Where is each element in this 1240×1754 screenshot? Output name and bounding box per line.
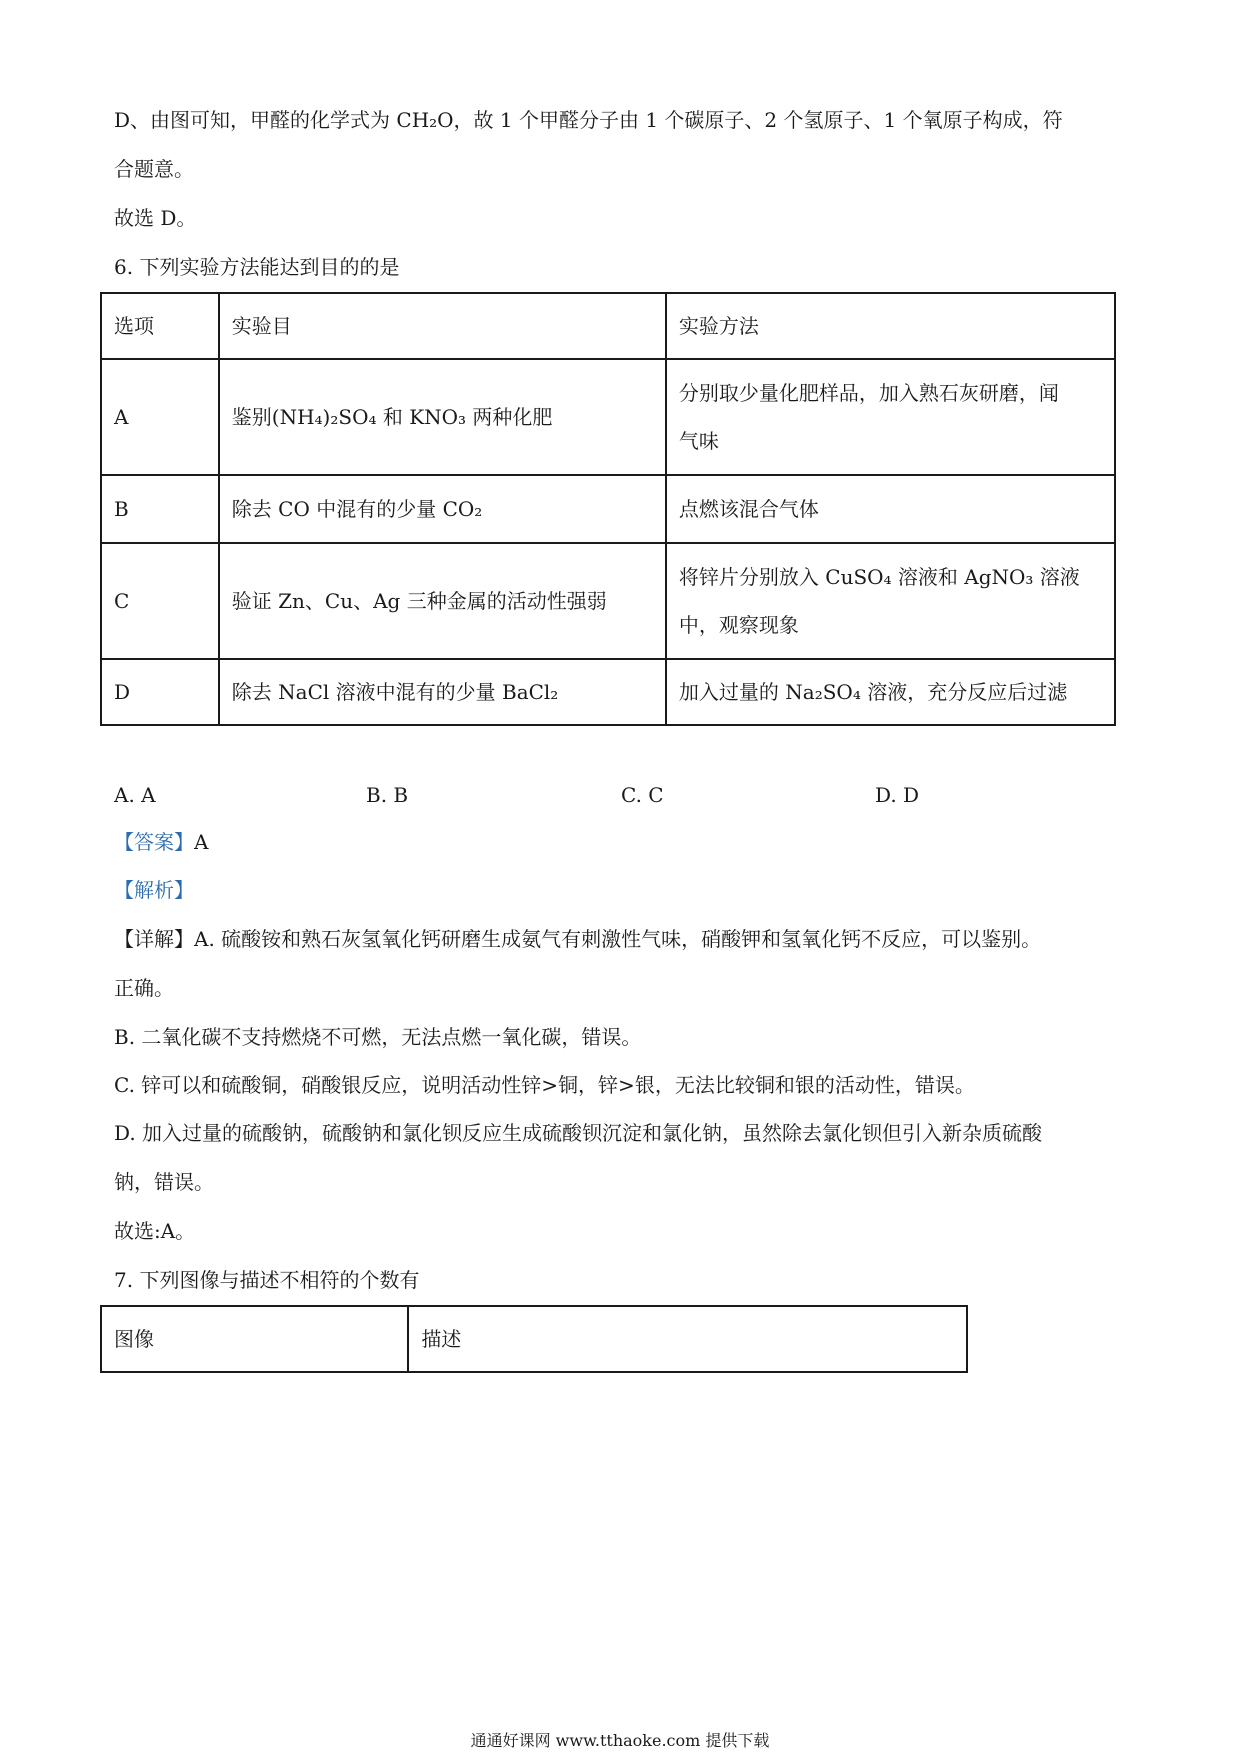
question-6-table xyxy=(100,292,1116,726)
choice-c: C. C xyxy=(621,783,664,807)
table-row xyxy=(101,543,1115,659)
paragraph-line: 故选 D。 xyxy=(114,206,197,230)
answer-line xyxy=(114,830,208,854)
row-goal: 鉴别(NH₄)₂SO₄ 和 KNO₃ 两种化肥 xyxy=(219,359,666,475)
table-row xyxy=(101,475,1115,543)
row-method: 加入过量的 Na₂SO₄ 溶液，充分反应后过滤 xyxy=(666,659,1115,725)
detail-line: C. 锌可以和硫酸铜，硝酸银反应，说明活动性锌>铜，锌>银，无法比较铜和银的活动性，错误。 xyxy=(114,1073,975,1097)
header-method: 实验方法 xyxy=(666,293,1115,359)
detail-text: A. 硫酸铵和熟石灰氢氧化钙研磨生成氨气有刺激性气味，硝酸钾和氢氧化钙不反应，可以鉴别。 xyxy=(194,927,1042,951)
analysis-tag: 【解析】 xyxy=(114,878,194,902)
header-option: 选项 xyxy=(101,293,219,359)
header-description: 描述 xyxy=(408,1306,967,1372)
paragraph-line: D、由图可知，甲醛的化学式为 CH₂O，故 1 个甲醛分子由 1 个碳原子、2 个氢原子、1 个氧原子构成，符 xyxy=(114,108,1063,132)
question-7-table xyxy=(100,1305,968,1373)
detail-line: 正确。 xyxy=(114,976,174,1000)
detail-line: 钠，错误。 xyxy=(114,1170,214,1194)
row-method: 点燃该混合气体 xyxy=(666,475,1115,543)
table-header-row xyxy=(101,1306,967,1372)
row-method xyxy=(666,543,1115,659)
method-line: 气味 xyxy=(678,429,719,453)
question-7-stem: 7. 下列图像与描述不相符的个数有 xyxy=(114,1268,420,1292)
row-option: C xyxy=(101,543,219,659)
detail-line: D. 加入过量的硫酸钠，硫酸钠和氯化钡反应生成硫酸钡沉淀和氯化钠，虽然除去氯化钡但引入新杂质硫酸 xyxy=(114,1121,1043,1145)
answer-value: A xyxy=(194,830,209,854)
row-method xyxy=(666,359,1115,475)
choice-d: D. D xyxy=(875,783,920,807)
detail-line: B. 二氧化碳不支持燃烧不可燃，无法点燃一氧化碳，错误。 xyxy=(114,1025,642,1049)
page-footer: 通通好课网 www.tthaoke.com 提供下载 xyxy=(470,1731,770,1750)
choice-a: A. A xyxy=(114,783,156,807)
row-option: A xyxy=(101,359,219,475)
method-line: 将锌片分别放入 CuSO₄ 溶液和 AgNO₃ 溶液 xyxy=(678,565,1080,589)
method-line: 中，观察现象 xyxy=(678,613,799,637)
method-line: 分别取少量化肥样品，加入熟石灰研磨，闻 xyxy=(678,381,1059,405)
row-option: B xyxy=(101,475,219,543)
header-goal: 实验目 xyxy=(219,293,666,359)
table-row xyxy=(101,659,1115,725)
row-goal: 验证 Zn、Cu、Ag 三种金属的活动性强弱 xyxy=(219,543,666,659)
choice-b: B. B xyxy=(366,783,409,807)
row-goal: 除去 NaCl 溶液中混有的少量 BaCl₂ xyxy=(219,659,666,725)
conclusion-line: 故选:A。 xyxy=(114,1219,196,1243)
question-6-stem: 6. 下列实验方法能达到目的的是 xyxy=(114,255,400,279)
detail-line xyxy=(114,927,1041,951)
row-option: D xyxy=(101,659,219,725)
header-image: 图像 xyxy=(101,1306,408,1372)
detail-tag: 【详解】 xyxy=(114,927,194,951)
paragraph-line: 合题意。 xyxy=(114,157,194,181)
table-header-row xyxy=(101,293,1115,359)
answer-tag: 【答案】 xyxy=(114,830,194,854)
table-row xyxy=(101,359,1115,475)
row-goal: 除去 CO 中混有的少量 CO₂ xyxy=(219,475,666,543)
